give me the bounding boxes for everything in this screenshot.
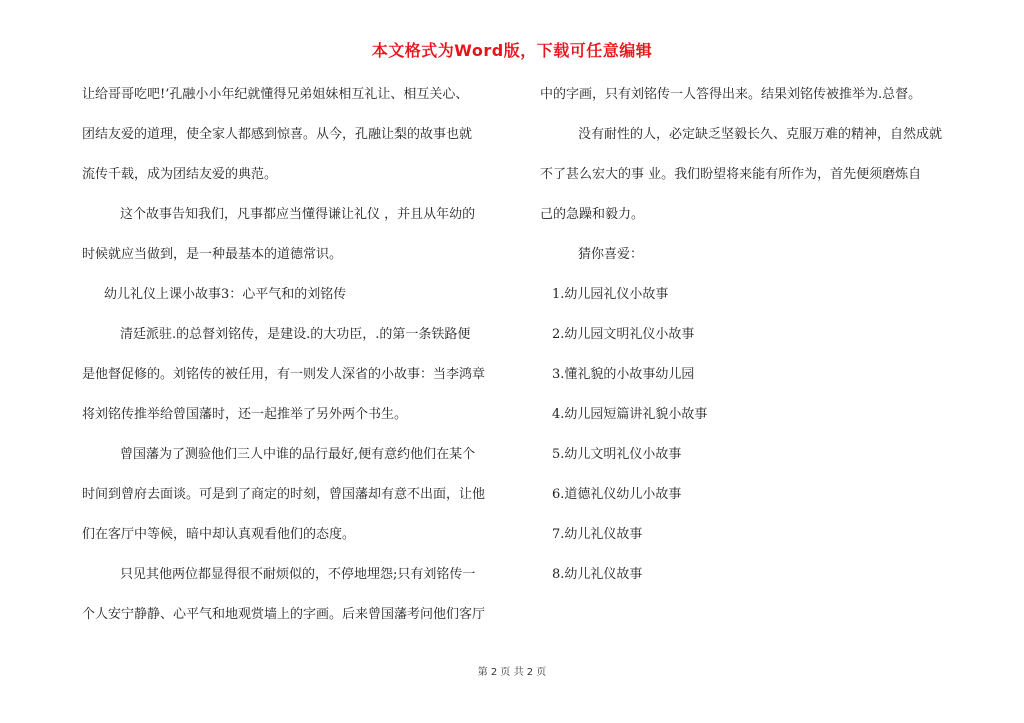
left-column [82, 78, 510, 638]
right-text-line: 8.幼儿礼仪故事 [552, 567, 643, 582]
left-text-line: 是他督促修的。刘铭传的被任用，有一则发人深省的小故事：当李鸿章 [82, 367, 486, 382]
page-number-footer: 第 2 页 共 2 页 [477, 667, 547, 678]
right-text-line: 7.幼儿礼仪故事 [552, 527, 643, 542]
left-text-line: 将刘铭传推举给曾国藩时，还一起推举了另外两个书生。 [82, 407, 408, 422]
left-text-line: 流传千载，成为团结友爱的典范。 [82, 167, 278, 182]
left-text-line: 幼儿礼仪上课小故事3：心平气和的刘铭传 [104, 287, 347, 302]
right-text-line: 中的字画，只有刘铭传一人答得出来。结果刘铭传被推举为.总督。 [540, 87, 922, 102]
right-text-line: 不了甚么宏大的事 业。我们盼望将来能有所作为，首先便须磨炼自 [540, 167, 922, 182]
left-text-line: 清廷派驻.的总督刘铭传，是建设.的大功臣，.的第一条铁路便 [120, 327, 471, 342]
left-text-line: 时间到曾府去面谈。可是到了商定的时刻，曾国藩却有意不出面，让他 [82, 487, 486, 502]
right-text-line: 1.幼儿园礼仪小故事 [552, 287, 669, 302]
right-text-line: 没有耐性的人，必定缺乏坚毅长久、克服万难的精神，自然成就 [578, 127, 943, 142]
right-text-line: 5.幼儿文明礼仪小故事 [552, 447, 682, 462]
right-text-line: 2.幼儿园文明礼仪小故事 [552, 327, 695, 342]
right-text-line: 猜你喜爱： [578, 247, 644, 262]
right-text-line: 3.懂礼貌的小故事幼儿园 [552, 367, 695, 382]
right-column [540, 78, 960, 598]
left-text-line: 让给哥哥吃吧!’孔融小小年纪就懂得兄弟姐妹相互礼让、相互关心、 [82, 87, 469, 102]
left-text-line: 时候就应当做到，是一种最基本的道德常识。 [82, 247, 343, 262]
left-text-line: 团结友爱的道理，使全家人都感到惊喜。从今，孔融让梨的故事也就 [82, 127, 473, 142]
format-banner: 本文格式为Word版，下载可任意编辑 [371, 41, 653, 60]
left-text-line: 曾国藩为了测验他们三人中谁的品行最好,便有意约他们在某个 [120, 447, 476, 462]
left-text-line: 只见其他两位都显得很不耐烦似的，不停地埋怨;只有刘铭传一 [120, 567, 476, 582]
right-text-line: 6.道德礼仪幼儿小故事 [552, 487, 682, 502]
right-text-line: 4.幼儿园短篇讲礼貌小故事 [552, 407, 708, 422]
left-text-line: 这个故事告知我们，凡事都应当懂得谦让礼仪 ，并且从年幼的 [120, 207, 476, 222]
left-text-line: 个人安宁静静、心平气和地观赏墙上的字画。后来曾国藩考问他们客厅 [82, 607, 486, 622]
right-text-line: 己的急躁和毅力。 [540, 207, 645, 222]
left-text-line: 们在客厅中等候，暗中却认真观看他们的态度。 [82, 527, 356, 542]
